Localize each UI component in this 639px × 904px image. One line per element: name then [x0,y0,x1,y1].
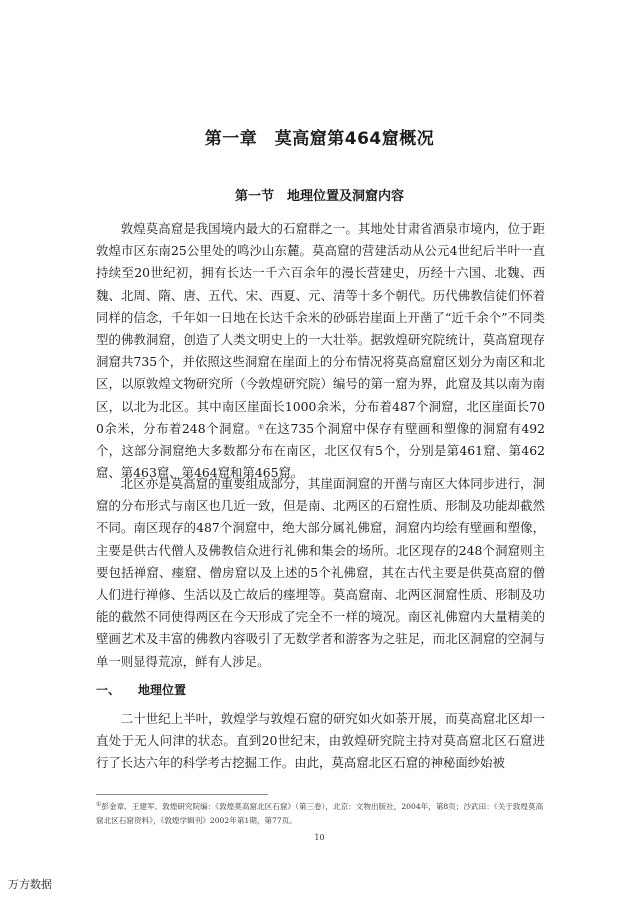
chapter-title: 第一章 莫高窟第464窟概况 [204,129,435,149]
footnote [96,800,545,828]
body-paragraph-1 [96,218,545,484]
watermark: 万方数据 [8,878,52,891]
subsection-number: 一、 [96,683,121,697]
body-paragraph-3: 二十世纪上半叶，敦煌学与敦煌石窟的研究如火如荼开展，而莫高窟北区却一直处于无人问津的状态。直到20世纪末，由敦煌研究院主持对莫高窟北区石窟进行了长达六年的科学考古挖掘工作。由此，莫高窟北区石窟的神秘面纱始被 [96,711,545,771]
footnote-divider [96,794,268,795]
paragraph-text: 敦煌莫高窟是我国境内最大的石窟群之一。其地处甘肃省酒泉市境内，位于距敦煌市区东南25公里处的鸣沙山东麓。莫高窟的营建活动从公元4世纪后半叶一直持续至20世纪初，拥有长达一千六百余年的漫长营建史，历经十六国、北魏、西魏、北周、隋、唐、五代、宋、西夏、元、清等十多个朝代。历代佛教信徒们怀着同样的信念，千年如一日地在长达千余米的砂砾岩崖面上开凿了“近千余个”不同类型的佛教洞窟，创造了人类文明史上的一大壮举。据敦煌研究院统计，莫高窟现存洞窟共735个，并依照这些洞窟在崖面上的分布情况将莫高窟窟区划分为南区和北区，以原敦煌文物研究所（今敦煌研究院）编号的第一窟为界，此窟及其以南为南区，以北为北区。其中南区崖面长1000余米，分布着487个洞窟，北区崖面长700余米，分布着248个洞窟。 [96,221,545,436]
body-paragraph-2: 北区亦是莫高窟的重要组成部分，其崖面洞窟的开凿与南区大体同步进行，洞窟的分布形式与南区也几近一致，但是南、北两区的石窟性质、形制及功能却截然不同。南区现存的487个洞窟中，绝大部分属礼佛窟，洞窟内均绘有壁画和塑像，主要是供古代僧人及佛教信众进行礼佛和集会的场所。北区现存的248个洞窟则主要包括禅窟、瘗窟、僧房窟以及上述的5个礼佛窟，其在古代主要是供莫高窟的僧人们进行禅修、生活以及亡故后的瘗埋等。莫高窟南、北两区洞窟性质、形制及功能的截然不同使得两区在今天形成了完全不一样的境况。南区礼佛窟内大量精美的壁画艺术及丰富的佛教内容吸引了无数学者和游客为之驻足，而北区洞窟的空洞与单一则显得荒凉，鲜有人涉足。 [96,476,545,669]
footnote-text: 彭金章、王建军、敦煌研究院编：《敦煌莫高窟北区石窟》（第三卷），北京：文物出版社，2004年，第8页；沙武田：《关于敦煌莫高窟北区石窟资料》，《敦煌学辑刊》2002年第1期，第77页。 [96,802,544,825]
subsection-title: 地理位置 [138,683,187,697]
section-title: 第一节 地理位置及洞窟内容 [234,189,404,204]
page-number: 10 [314,833,325,842]
subsection-heading [96,681,186,698]
paragraph-text: 在这735个洞窟中保存有壁画和塑像的洞窟有492个，这部分洞窟绝大多数都分布在南区，北区仅有5个，分别是第461窟、第462窟、第463窟、第464窟和第465窟。 [96,420,545,481]
footnote-reference[interactable]: ① [257,422,265,431]
footnote-mark: ① [96,801,102,808]
